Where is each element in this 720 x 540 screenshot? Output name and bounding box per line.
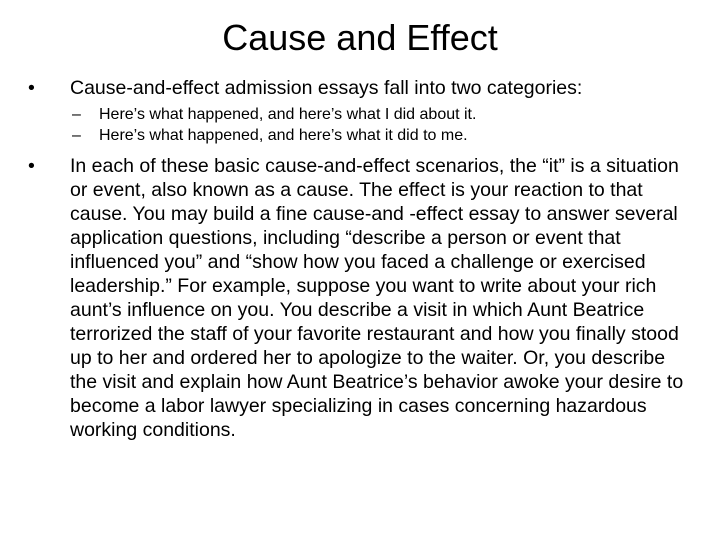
bullet-categories: [28, 76, 688, 100]
sub-bullet-did-about-it: [72, 104, 688, 125]
slide-title: Cause and Effect: [222, 17, 498, 58]
sub-bullet-did-to-me: [72, 125, 688, 146]
sub-bullet-list: [28, 104, 688, 146]
bullet-text: Cause-and-effect admission essays fall into two categories:: [70, 77, 583, 99]
bullet-scenarios: [28, 154, 688, 442]
bullet-marker: •: [28, 77, 35, 99]
sub-bullet-text: Here’s what happened, and here’s what I did about it.: [99, 106, 477, 123]
sub-bullet-marker: –: [72, 127, 81, 144]
sub-bullet-marker: –: [72, 106, 81, 123]
sub-bullet-text: Here’s what happened, and here’s what it did to me.: [99, 127, 468, 144]
slide-body: [28, 76, 688, 442]
bullet-marker: •: [28, 155, 35, 177]
bullet-text: In each of these basic cause-and-effect scenarios, the “it” is a situation or event, also known as a cause. The effect is your reaction to that cause. You may build a fine cause-and -effect essay to answer several application questions, including “describe a person or event that influenced you” and “show how you faced a challenge or exercised leadership.” For example, suppose you want to write about your rich aunt’s influence on you. You describe a visit in which Aunt Beatrice terrorized the staff of your favorite restaurant and how you finally stood up to her and ordered her to apologize to the waiter. Or, you describe the visit and explain how Aunt Beatrice’s behavior awoke your desire to become a labor lawyer specializing in cases concerning hazardous working conditions.: [70, 155, 684, 441]
